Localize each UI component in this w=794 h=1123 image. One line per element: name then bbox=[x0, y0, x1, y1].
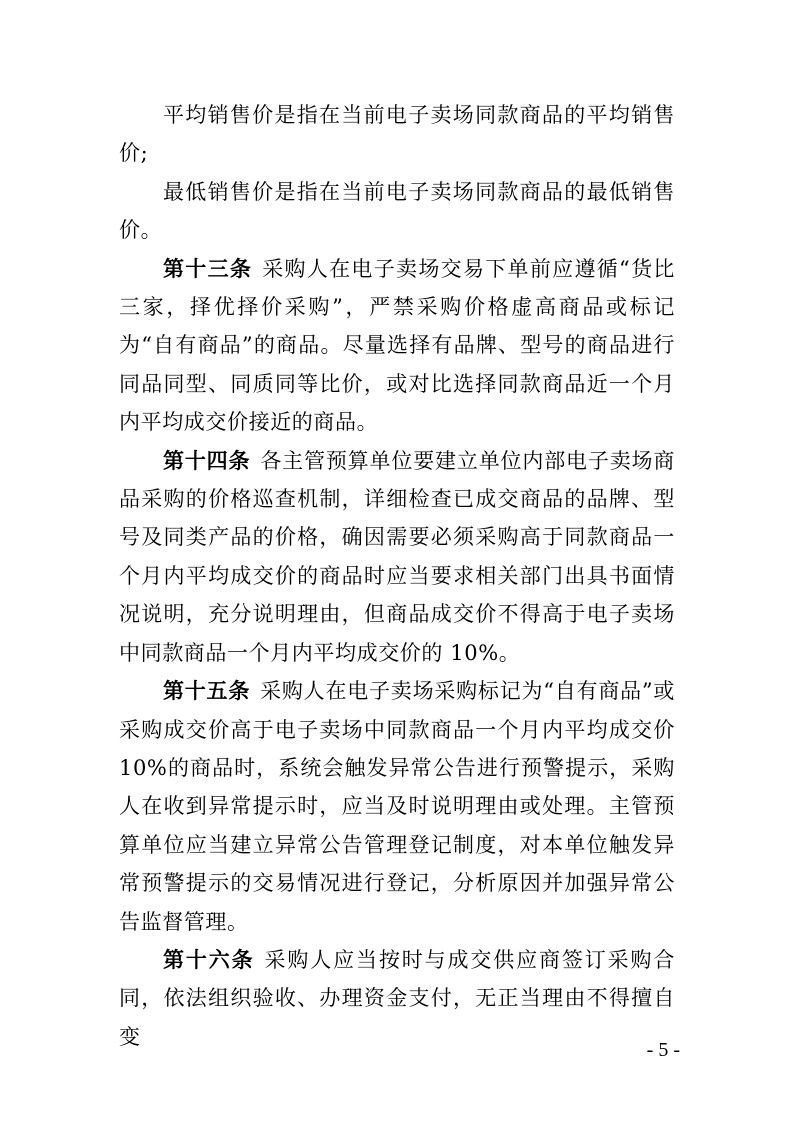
paragraph-text: 采购人应当按时与成交供应商签订采购合同，依法组织验收、办理资金支付，无正当理由不得擅自变 bbox=[119, 947, 675, 1049]
document-page bbox=[119, 96, 675, 1056]
article-heading: 第十四条 bbox=[163, 447, 251, 473]
paragraph-lowest-price bbox=[119, 173, 675, 250]
paragraph-text: 各主管预算单位要建立单位内部电子卖场商品采购的价格巡查机制，详细检查已成交商品的品牌、型号及同类产品的价格，确因需要必须采购高于同款商品一个月内平均成交价的商品时应当要求相关部门出具书面情况说明，充分说明理由，但商品成交价不得高于电子卖场中同款商品一个月内平均成交价的 10%。 bbox=[119, 448, 675, 665]
paragraph-article-15 bbox=[119, 672, 675, 941]
paragraph-article-16 bbox=[119, 941, 675, 1056]
page-number: - 5 - bbox=[646, 1039, 680, 1061]
paragraph-text: 平均销售价是指在当前电子卖场同款商品的平均销售价; bbox=[119, 103, 675, 166]
article-heading: 第十三条 bbox=[163, 255, 253, 281]
paragraph-text: 采购人在电子卖场交易下单前应遵循“货比三家，择优择价采购”，严禁采购价格虚高商品或标记为“自有商品”的商品。尽量选择有品牌、型号的商品进行同品同型、同质同等比价，或对比选择同款商品近一个月内平均成交价接近的商品。 bbox=[119, 256, 675, 435]
paragraph-average-price bbox=[119, 96, 675, 173]
paragraph-text: 采购人在电子卖场采购标记为“自有商品”或采购成交价高于电子卖场中同款商品一个月内平均成交价 10%的商品时，系统会触发异常公告进行预警提示，采购人在收到异常提示时，应当及时说明理由或处理。主管预算单位应当建立异常公告管理登记制度，对本单位触发异常预警提示的交易情况进行登记，分析原因并加强异常公告监督管理。 bbox=[119, 679, 675, 934]
paragraph-article-13 bbox=[119, 250, 675, 442]
paragraph-article-14 bbox=[119, 442, 675, 672]
paragraph-text: 最低销售价是指在当前电子卖场同款商品的最低销售价。 bbox=[119, 179, 675, 243]
article-heading: 第十五条 bbox=[163, 678, 251, 704]
article-heading: 第十六条 bbox=[163, 946, 255, 972]
